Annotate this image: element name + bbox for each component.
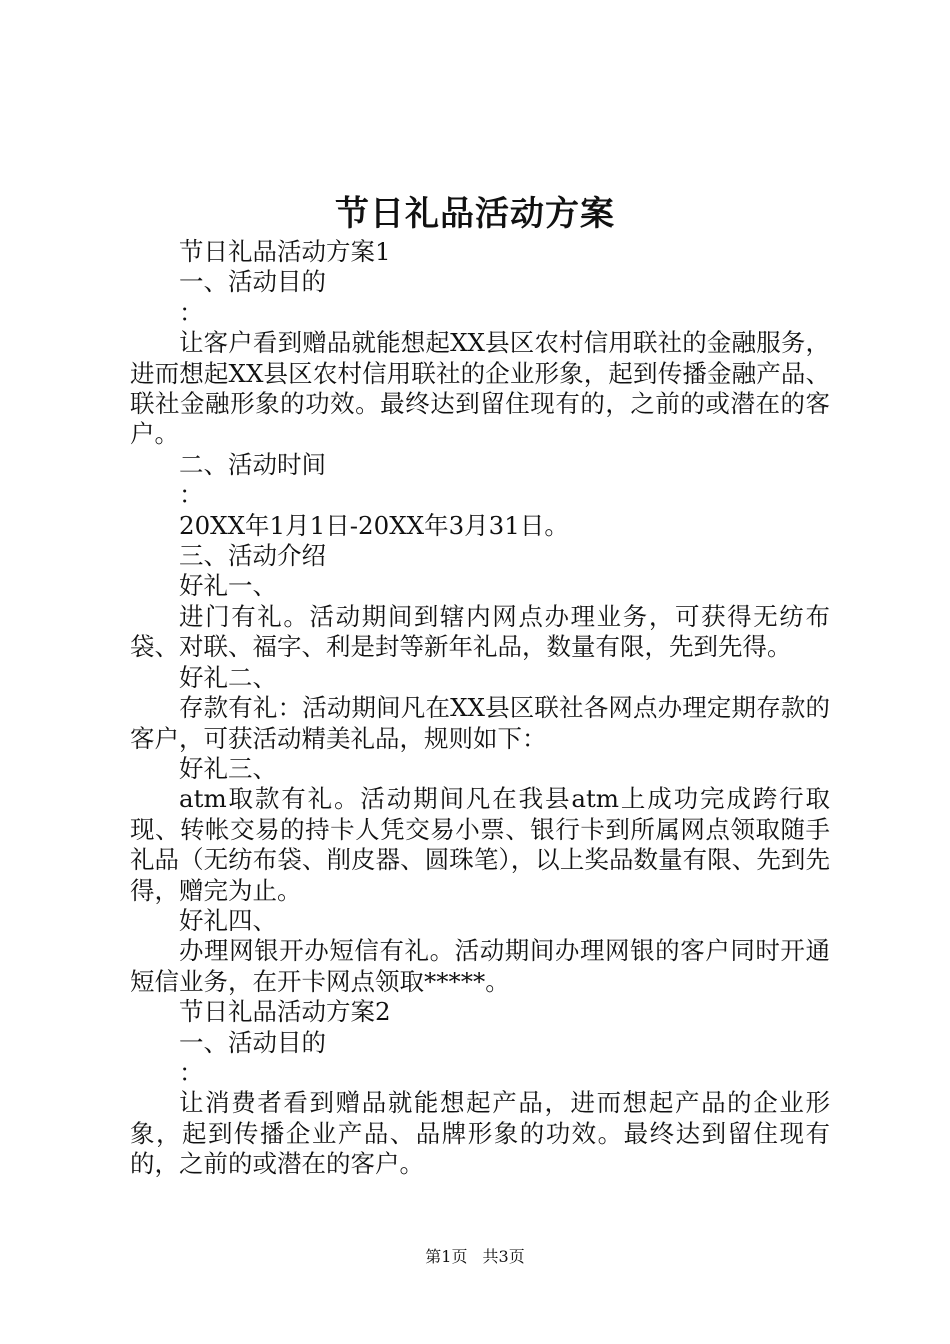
colon-line: ： bbox=[179, 480, 204, 510]
page-number: 第1页 bbox=[425, 1247, 468, 1266]
page-footer bbox=[0, 1244, 950, 1267]
body-paragraph: 进门有礼。活动期间到辖内网点办理业务，可获得无纺布袋、对联、福字、利是封等新年礼品，数量有限，先到先得。 bbox=[130, 601, 830, 662]
colon-line: ： bbox=[179, 297, 204, 327]
document-title: 节日礼品活动方案 bbox=[335, 194, 615, 234]
section-heading: 一、活动目的 bbox=[179, 1027, 326, 1057]
gift-heading: 好礼一、 bbox=[179, 571, 277, 601]
section-heading: 二、活动时间 bbox=[179, 449, 326, 479]
gift-heading: 好礼四、 bbox=[179, 905, 277, 935]
colon-line: ： bbox=[179, 1057, 204, 1087]
section-heading: 一、活动目的 bbox=[179, 267, 326, 297]
plan-heading: 节日礼品活动方案1 bbox=[179, 237, 391, 266]
body-paragraph: 20XX年1月1日-20XX年3月31日。 bbox=[179, 510, 569, 540]
gift-heading: 好礼二、 bbox=[179, 662, 277, 692]
body-paragraph: 让客户看到赠品就能想起XX县区农村信用联社的金融服务，进而想起XX县区农村信用联社的企业形象，起到传播金融产品、联社金融形象的功效。最终达到留住现有的，之前的或潜在的客户。 bbox=[130, 328, 830, 449]
page-total: 共3页 bbox=[482, 1247, 525, 1266]
body-paragraph: 办理网银开办短信有礼。活动期间办理网银的客户同时开通短信业务，在开卡网点领取*****。 bbox=[130, 936, 830, 996]
body-paragraph: atm取款有礼。活动期间凡在我县atm上成功完成跨行取现、转帐交易的持卡人凭交易小票、银行卡到所属网点领取随手礼品（无纺布袋、削皮器、圆珠笔），以上奖品数量有限、先到先得，赠完为止。 bbox=[130, 784, 830, 905]
gift-heading: 好礼三、 bbox=[179, 753, 277, 783]
plan-heading: 节日礼品活动方案2 bbox=[179, 997, 391, 1027]
body-paragraph: 让消费者看到赠品就能想起产品，进而想起产品的企业形象，起到传播企业产品、品牌形象的功效。最终达到留住现有的，之前的或潜在的客户。 bbox=[130, 1088, 830, 1179]
body-paragraph: 存款有礼：活动期间凡在XX县区联社各网点办理定期存款的客户，可获活动精美礼品，规则如下： bbox=[130, 693, 830, 753]
section-heading: 三、活动介绍 bbox=[179, 541, 326, 571]
document-body bbox=[130, 237, 830, 1180]
